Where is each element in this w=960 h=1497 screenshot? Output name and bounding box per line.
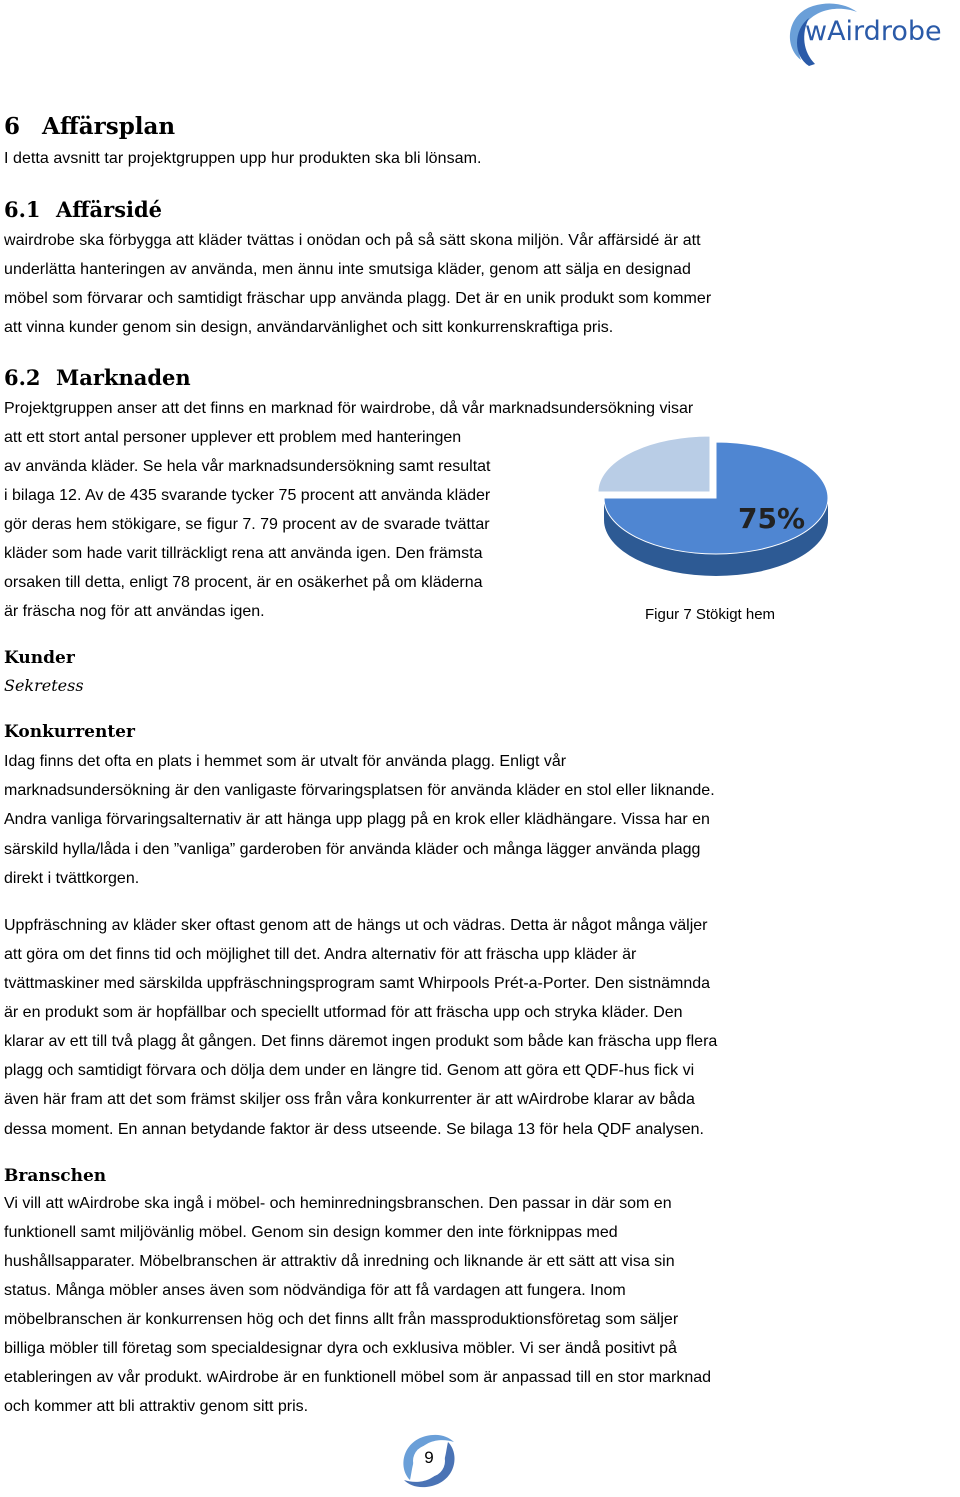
paragraph-line: Andra vanliga förvaringsalternativ är att hänga upp plagg på en krok eller klädhängare. Vissa har en: [4, 811, 710, 828]
kunder-subheading: Sekretess: [4, 676, 84, 695]
paragraph-line: särskild hylla/låda i den ”vanliga” garderoben för använda kläder och många lägger använda plagg: [4, 841, 701, 858]
section-number: 6.1: [4, 197, 41, 222]
section-6-heading: [4, 113, 175, 140]
section-title: Affärsidé: [56, 197, 163, 222]
pie-chart: [598, 430, 838, 600]
paragraph-line: tvättmaskiner med särskilda uppfräschningsprogram samt Whirpools Prét-a-Porter. Den sistnämnda: [4, 975, 711, 992]
section-number: 6: [4, 113, 21, 140]
pie-data-label: 75%: [738, 502, 806, 535]
paragraph-line: plagg och samtidigt förvara och dölja dem under en längre tid. Genom att göra ett QDF-hus fick vi: [4, 1062, 695, 1079]
line-text: Det är en unik produkt som kommer: [450, 290, 712, 307]
page-number-text: 9: [424, 1448, 434, 1467]
branschen-heading: Branschen: [4, 1166, 107, 1186]
paragraph-line: av använda kläder. Se hela vår marknadsundersökning samt resultat: [4, 458, 491, 475]
paragraph-line: kläder som hade varit tillräckligt rena att använda igen. Den främsta: [4, 545, 483, 562]
paragraph-line: billiga möbler till företag som specialdesignar dyra och exklusiva möbler. Vi ser ändå positivt på: [4, 1340, 677, 1357]
paragraph-line: Uppfräschning av kläder sker oftast genom att de hängs ut och vädras. Detta är något många väljer: [4, 917, 708, 934]
paragraph-line: [4, 284, 711, 313]
paragraph-line: att ett stort antal personer upplever ett problem med hanteringen: [4, 429, 462, 446]
section-number: 6.2: [4, 365, 41, 390]
paragraph-line: och kommer att bli attraktiv genom sitt pris.: [4, 1398, 309, 1415]
paragraph-line: dessa moment. En annan betydande faktor är dess utseende. Se bilaga 13 för hela QDF analysen.: [4, 1121, 704, 1138]
paragraph-line: även här fram att det som främst skiljer oss från våra konkurrenter är att wAirdrobe klarar av båda: [4, 1091, 695, 1108]
paragraph-line: gör deras hem stökigare, se figur 7. 79 procent av de svarade tvättar: [4, 516, 490, 533]
paragraph-line: i bilaga 12. Av de 435 svarande tycker 75 procent att använda kläder: [4, 487, 491, 504]
wairdrobe-logo: [779, 0, 954, 72]
paragraph-line: klarar av ett till två plagg åt gången. Det finns däremot ingen produkt som både kan fräscha upp flera: [4, 1033, 718, 1050]
paragraph-line: orsaken till detta, enligt 78 procent, är en osäkerhet på om kläderna: [4, 574, 483, 591]
paragraph-line: är en produkt som är hopfällbar och speciellt utformad för att fräscha upp och stryka kläder. Den: [4, 1004, 683, 1021]
section-title: Affärsplan: [42, 113, 176, 140]
pie-chart-svg: [598, 430, 838, 600]
paragraph-line: Idag finns det ofta en plats i hemmet som är utvalt för använda plagg. Enligt vår: [4, 753, 567, 770]
kunder-heading: Kunder: [4, 648, 75, 668]
paragraph-line: möbelbranschen är konkurrensen hög och det finns allt från massproduktionsföretag som säljer: [4, 1311, 679, 1328]
konkurrenter-heading: Konkurrenter: [4, 722, 135, 742]
section-6-2-heading: [4, 365, 191, 390]
paragraph-line: direkt i tvättkorgen.: [4, 870, 140, 887]
paragraph-line: Vi vill att wAirdrobe ska ingå i möbel- och heminredningsbranschen. Den passar in där som en: [4, 1195, 672, 1212]
section-6-intro: I detta avsnitt tar projektgruppen upp hur produkten ska bli lönsam.: [4, 150, 482, 167]
paragraph-line: underlätta hanteringen av använda, men ännu inte smutsiga kläder, genom att sälja en designad: [4, 261, 691, 278]
paragraph-line: att vinna kunder genom sin design, användarvänlighet och sitt konkurrenskraftiga pris.: [4, 319, 614, 336]
section-6-1-heading: [4, 197, 162, 222]
paragraph-line: Projektgruppen anser att det finns en marknad för wairdrobe, då vår marknadsundersökning visar: [4, 400, 694, 417]
paragraph-line: att göra om det finns tid och möjlighet till det. Andra alternativ för att fräscha upp kläder är: [4, 946, 637, 963]
line-text: möbel som förvarar och samtidigt fräschar upp använda plagg.: [4, 290, 451, 307]
figure-caption: Figur 7 Stökigt hem: [645, 606, 776, 623]
section-title: Marknaden: [56, 365, 191, 390]
paragraph-line: funktionell samt miljövänlig möbel. Genom sin design kommer den inte förknippas med: [4, 1224, 618, 1241]
paragraph-line: wairdrobe ska förbygga att kläder tvättas i onödan och på så sätt skona miljön. Vår affärsidé är att: [4, 232, 701, 249]
paragraph-line: marknadsundersökning är den vanligaste förvaringsplatsen för använda kläder en stol eller liknande.: [4, 782, 715, 799]
paragraph-line: hushållsapparater. Möbelbranschen är attraktiv då inredning och liknande är ett sätt att visa sin: [4, 1253, 675, 1270]
pie-slice-ovriga: [598, 436, 710, 492]
logo-text: wAirdrobe: [805, 16, 942, 47]
paragraph-line: status. Många möbler anses även som nödvändiga för att få vardagen att fungera. Inom: [4, 1282, 626, 1299]
paragraph-line: är fräscha nog för att användas igen.: [4, 603, 265, 620]
page-number: [398, 1430, 460, 1492]
paragraph-line: etableringen av vår produkt. wAirdrobe är en funktionell möbel som är anpassad till en stor marknad: [4, 1369, 712, 1386]
